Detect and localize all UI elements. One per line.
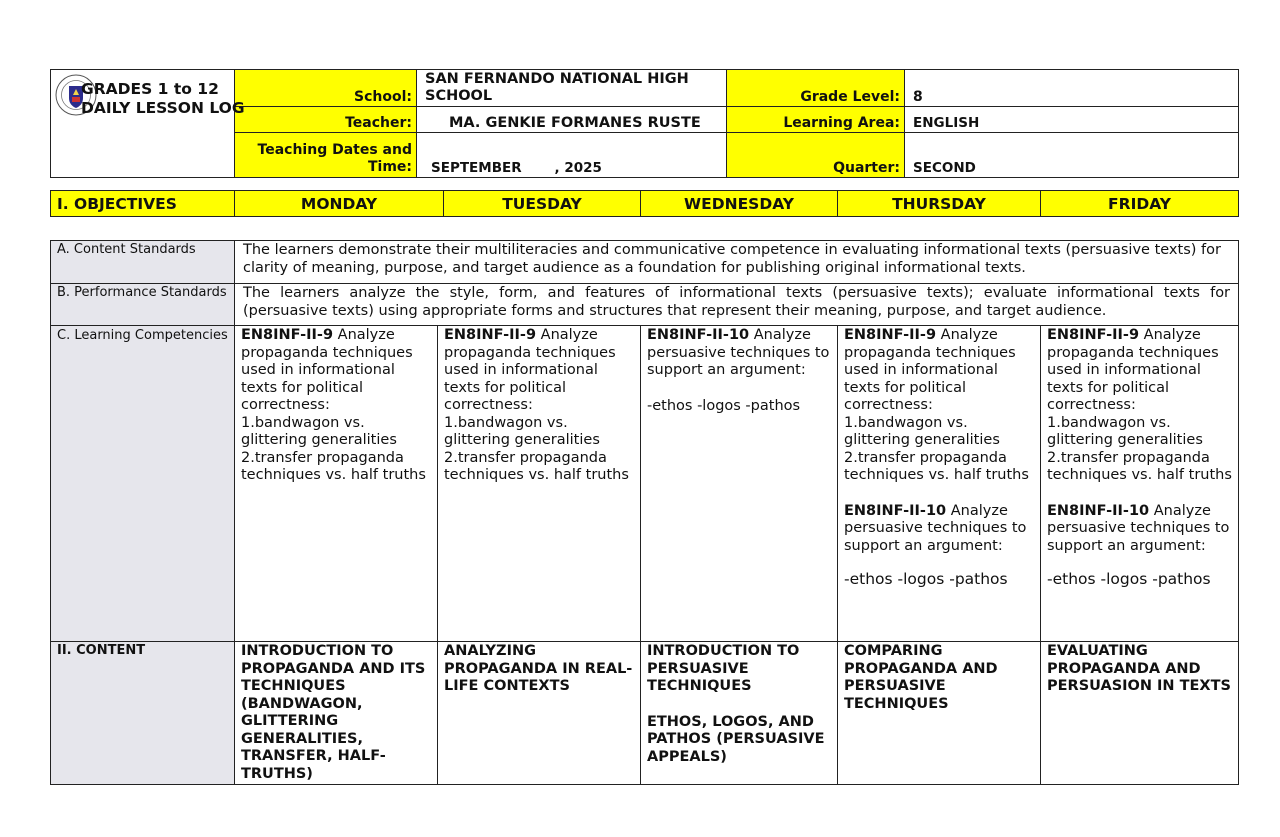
grade-level-label: Grade Level: xyxy=(727,70,905,107)
document-title: GRADES 1 to 12 DAILY LESSON LOG xyxy=(81,80,245,117)
competency-code: EN8INF-II-9 xyxy=(241,327,334,343)
dates-value: SEPTEMBER , 2025 xyxy=(417,133,727,178)
content-standards-text: The learners demonstrate their multiliteracies and communicative competence in evaluating informational texts (persuasive texts) for clarity of meaning, purpose, and target audience as a foundation for publishing original informational texts. xyxy=(235,241,1239,284)
competency-code: EN8INF-II-9 xyxy=(844,327,937,343)
day-monday: MONDAY xyxy=(235,191,444,217)
quarter-value: SECOND xyxy=(905,133,1239,178)
content-topic: INTRODUCTION TO PERSUASIVE TECHNIQUES xyxy=(647,643,800,694)
performance-standards-label: B. Performance Standards xyxy=(51,284,235,326)
objectives-heading: I. OBJECTIVES xyxy=(51,191,235,217)
dates-label: Teaching Dates and Time: xyxy=(235,133,417,178)
content-monday: INTRODUCTION TO PROPAGANDA AND ITS TECHNIQUES (BANDWAGON, GLITTERING GENERALITIES, TRANSFER, HALF-TRUTHS) xyxy=(235,642,438,785)
content-standards-label: A. Content Standards xyxy=(51,241,235,284)
grade-level-value: 8 xyxy=(905,70,1239,107)
content-thursday: COMPARING PROPAGANDA AND PERSUASIVE TECHNIQUES xyxy=(838,642,1041,785)
competency-text: Analyze persuasive techniques to support an argument: xyxy=(647,327,830,378)
competency-friday xyxy=(1041,326,1239,642)
day-thursday: THURSDAY xyxy=(838,191,1041,217)
competency-paragraph xyxy=(1047,327,1232,415)
competency-item: 2.transfer propaganda techniques vs. half truths xyxy=(444,449,629,483)
learning-area-label: Learning Area: xyxy=(727,107,905,133)
competency-code: EN8INF-II-10 xyxy=(1047,502,1150,519)
appeals-list: -ethos -logos -pathos xyxy=(1047,570,1211,588)
day-wednesday: WEDNESDAY xyxy=(641,191,838,217)
content-tuesday: ANALYZING PROPAGANDA IN REAL-LIFE CONTEXTS xyxy=(438,642,641,785)
competency-wednesday xyxy=(641,326,838,642)
competency-paragraph xyxy=(844,503,1034,556)
competency-item: 1.bandwagon vs. glittering generalities xyxy=(844,414,1000,448)
lesson-log-table xyxy=(50,240,1239,785)
school-value: SAN FERNANDO NATIONAL HIGH SCHOOL xyxy=(417,70,727,107)
competency-paragraph xyxy=(444,327,634,415)
competency-item: 1.bandwagon vs. glittering generalities xyxy=(444,414,600,448)
appeals-list: -ethos -logos -pathos xyxy=(844,570,1008,588)
competency-text: Analyze propaganda techniques used in informational texts for political correctness: xyxy=(844,327,1016,413)
competency-text: Analyze propaganda techniques used in informational texts for political correctness: xyxy=(1047,327,1219,413)
competency-code: EN8INF-II-10 xyxy=(647,327,750,343)
competency-text: Analyze propaganda techniques used in informational texts for political correctness: xyxy=(241,327,413,413)
competency-code: EN8INF-II-9 xyxy=(1047,327,1140,343)
competency-paragraph xyxy=(647,327,831,380)
competency-thursday xyxy=(838,326,1041,642)
day-friday: FRIDAY xyxy=(1041,191,1239,217)
competency-code: EN8INF-II-9 xyxy=(444,327,537,343)
competency-text: Analyze propaganda techniques used in informational texts for political correctness: xyxy=(444,327,616,413)
competency-paragraph xyxy=(241,327,431,415)
competency-item: 2.transfer propaganda techniques vs. half truths xyxy=(1047,449,1232,483)
quarter-label: Quarter: xyxy=(727,133,905,178)
competency-monday xyxy=(235,326,438,642)
learning-area-value: ENGLISH xyxy=(905,107,1239,133)
content-label: II. CONTENT xyxy=(51,642,235,785)
performance-standards-text: The learners analyze the style, form, and features of informational texts (persuasive texts); evaluate informational texts for (persuasive texts) using appropriate forms and structures that represent their meaning, purpose, and target audience. xyxy=(235,284,1239,326)
competency-item: 1.bandwagon vs. glittering generalities xyxy=(1047,414,1203,448)
competency-item: 2.transfer propaganda techniques vs. half truths xyxy=(844,449,1029,483)
school-label: School: xyxy=(235,70,417,107)
day-tuesday: TUESDAY xyxy=(444,191,641,217)
teacher-label: Teacher: xyxy=(235,107,417,133)
competency-item: 1.bandwagon vs. glittering generalities xyxy=(241,414,397,448)
content-topic: ETHOS, LOGOS, AND PATHOS (PERSUASIVE APPEALS) xyxy=(647,713,825,765)
content-friday: EVALUATING PROPAGANDA AND PERSUASION IN TEXTS xyxy=(1041,642,1239,785)
learning-competencies-label: C. Learning Competencies xyxy=(51,326,235,642)
appeals-list: -ethos -logos -pathos xyxy=(647,397,801,414)
title-cell xyxy=(51,70,245,178)
header-table xyxy=(50,69,1239,178)
competency-text: Analyze persuasive techniques to support an argument: xyxy=(1047,502,1230,554)
competency-paragraph xyxy=(1047,503,1232,556)
competency-item: 2.transfer propaganda techniques vs. half truths xyxy=(241,449,426,483)
competency-text: Analyze persuasive techniques to support an argument: xyxy=(844,502,1027,554)
content-wednesday xyxy=(641,642,838,785)
competency-paragraph xyxy=(844,327,1034,415)
days-bar xyxy=(50,190,1239,217)
teacher-value: MA. GENKIE FORMANES RUSTE xyxy=(417,107,727,133)
competency-code: EN8INF-II-10 xyxy=(844,502,947,519)
competency-tuesday xyxy=(438,326,641,642)
